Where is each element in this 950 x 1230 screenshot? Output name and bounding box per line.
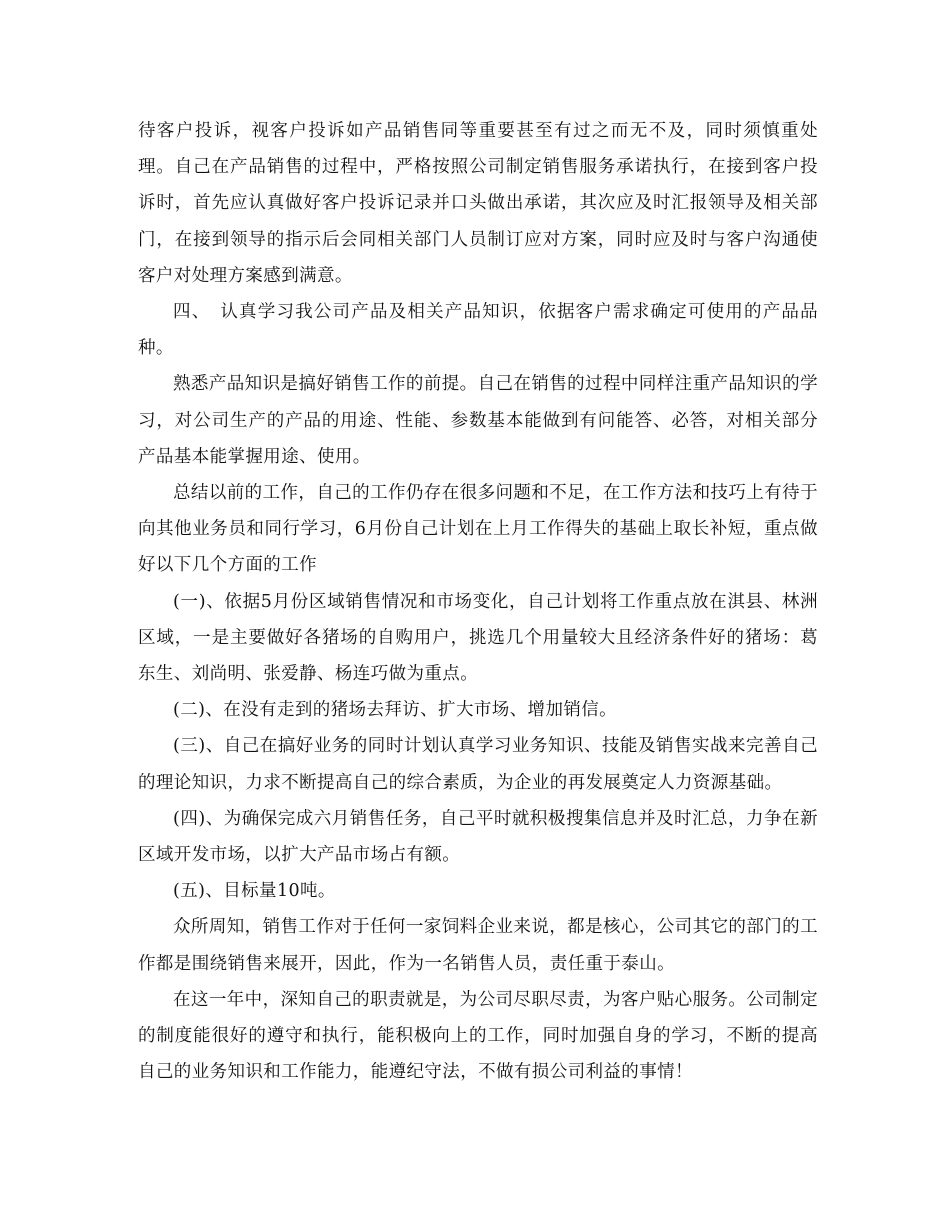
paragraph-sales-importance: 众所周知，销售工作对于任何一家饲料企业来说，都是核心，公司其它的部门的工作都是围绕销售来展开，因此，作为一名销售人员，责任重于泰山。 (138, 917, 818, 974)
paragraph-plan-item-2: (二)、在没有走到的猪场去拜访、扩大市场、增加销信。 (173, 700, 618, 721)
paragraph-plan-item-4: (四)、为确保完成六月销售任务，自己平时就积极搜集信息并及时汇总，力争在新区域开发市场，以扩大产品市场占有额。 (138, 808, 818, 866)
document-body (138, 113, 818, 1090)
paragraph-plan-item-3: (三)、自己在搞好业务的同时计划认真学习业务知识、技能及销售实战来完善自己的理论知识，力求不断提高自己的综合素质，为企业的再发展奠定人力资源基础。 (138, 736, 818, 793)
paragraph-plan-item-1: (一)、依据5月份区域销售情况和市场变化，自己计划将工作重点放在淇县、林洲区域，一是主要做好各猪场的自购用户，挑选几个用量较大且经济条件好的猪场：葛东生、刘尚明、张爱静、杨连巧做为重点。 (138, 591, 818, 685)
paragraph-summary: 总结以前的工作，自己的工作仍存在很多问题和不足，在工作方法和技巧上有待于向其他业务员和同行学习，6月份自己计划在上月工作得失的基础上取长补短，重点做好以下几个方面的工作 (138, 483, 818, 576)
paragraph-section-four-heading: 四、 认真学习我公司产品及相关产品知识，依据客户需求确定可使用的产品品种。 (138, 302, 818, 359)
paragraph-duties: 在这一年中，深知自己的职责就是，为公司尽职尽责，为客户贴心服务。公司制定的制度能很好的遵守和执行，能积极向上的工作，同时加强自身的学习，不断的提高自己的业务知识和工作能力，能遵纪守法，不做有损公司利益的事情！ (138, 989, 818, 1083)
paragraph-product-knowledge: 熟悉产品知识是搞好销售工作的前提。自己在销售的过程中同样注重产品知识的学习，对公司生产的产品的用途、性能、参数基本能做到有问能答、必答，对相关部分产品基本能掌握用途、使用。 (138, 374, 818, 467)
paragraph-plan-item-5: (五)、目标量10吨。 (173, 881, 336, 902)
paragraph-complaint-handling: 待客户投诉，视客户投诉如产品销售同等重要甚至有过之而无不及，同时须慎重处理。自己在产品销售的过程中，严格按照公司制定销售服务承诺执行，在接到客户投诉时，首先应认真做好客户投诉记录并口头做出承诺，其次应及时汇报领导及相关部门，在接到领导的指示后会同相关部门人员制订应对方案，同时应及时与客户沟通使客户对处理方案感到满意。 (138, 121, 818, 286)
